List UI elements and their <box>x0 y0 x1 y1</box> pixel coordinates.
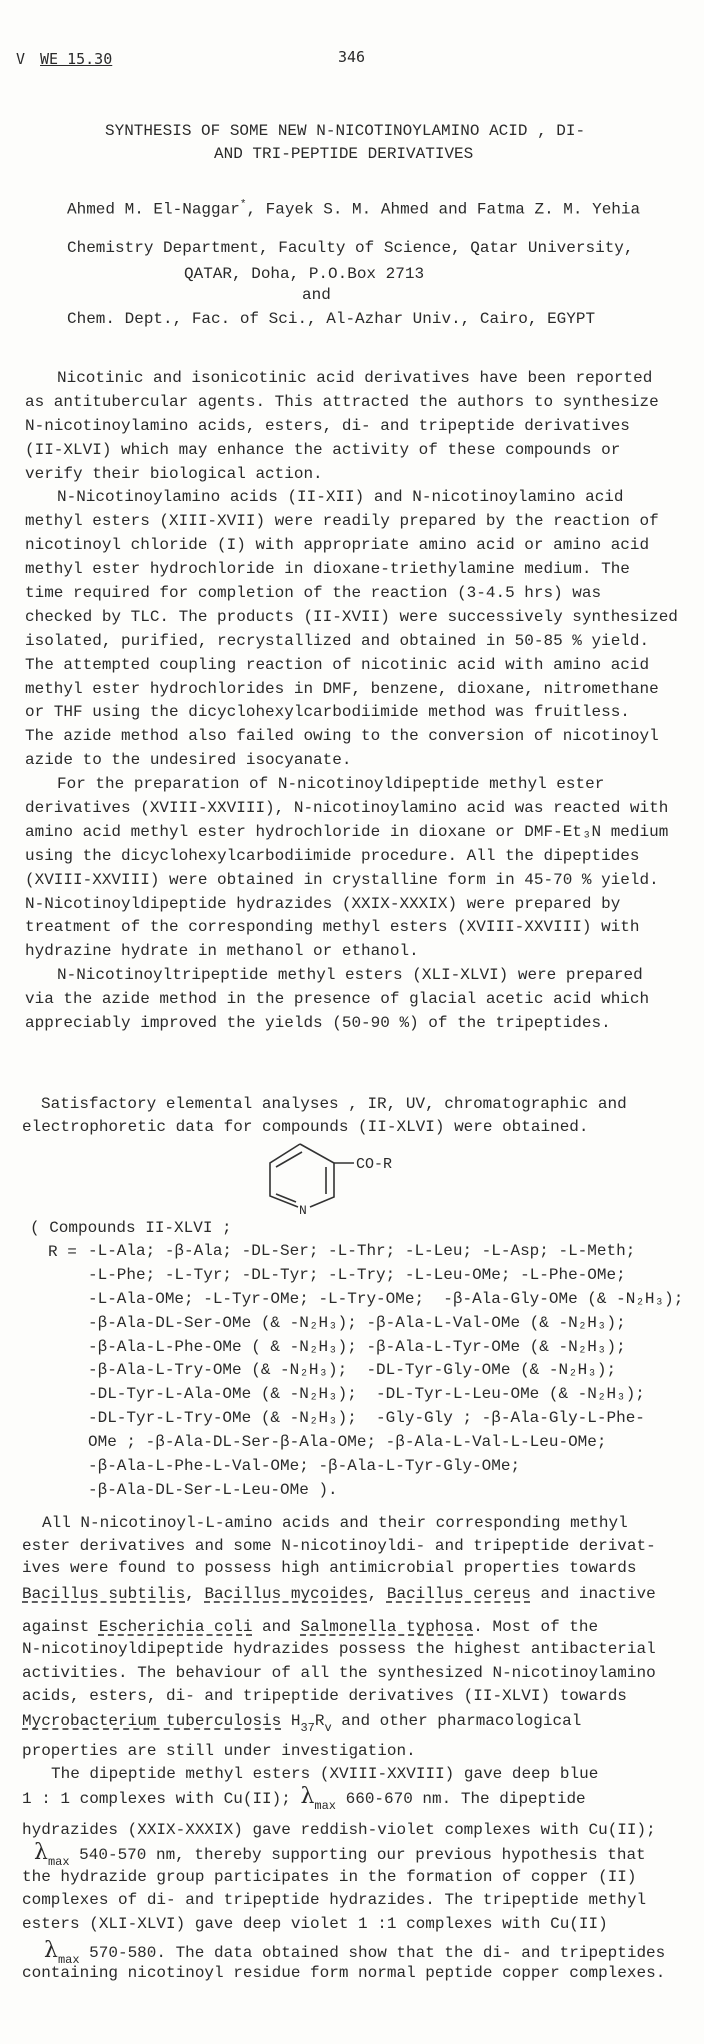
subscript: max <box>47 1855 70 1869</box>
text-line: checked by TLC. The products (II-XVII) were successively synthesized <box>25 607 678 626</box>
text-line: nicotinoyl chloride (I) with appropriate amino acid or amino acid <box>25 536 650 555</box>
text-line: the hydrazide group participates in the formation of copper (II) <box>22 1868 637 1886</box>
text-line: methyl ester hydrochlorides in DMF, benzene, dioxane, nitromethane <box>25 679 659 698</box>
text-line: hydrazides (XXIX-XXXIX) gave reddish-violet complexes with Cu(II); <box>22 1821 656 1839</box>
text-line <box>44 1938 666 1967</box>
text-line: The attempted coupling reaction of nicotinic acid with amino acid <box>25 655 650 674</box>
text-line: N-nicotinoyldipeptide hydrazides possess the highest antibacterial <box>22 1640 656 1658</box>
analyses-line-2: electrophoretic data for compounds (II-XLVI) were obtained. <box>22 1118 589 1136</box>
species-name: Mycrobacterium tuberculosis <box>22 1712 282 1730</box>
text-segment: H <box>281 1712 301 1730</box>
lambda-symbol: λ <box>44 1938 58 1963</box>
r-group-line: -L-Ala-OMe; -L-Tyr-OMe; -L-Try-OMe; -β-Ala-Gly-OMe (& -N₂H₃); <box>88 1289 684 1308</box>
text-line: derivatives (XVIII-XXVIII), N-nicotinoylamino acid was reacted with <box>25 799 669 818</box>
analyses-line-1: Satisfactory elemental analyses , IR, UV, chromatographic and <box>41 1095 627 1113</box>
text-line: via the azide method in the presence of glacial acetic acid which <box>25 990 650 1009</box>
compounds-heading: ( Compounds II-XLVI ; <box>30 1219 232 1237</box>
text-line: For the preparation of N-nicotinoyldipeptide methyl ester <box>57 775 605 794</box>
text-line: methyl esters (XIII-XVII) were readily prepared by the reaction of <box>25 512 659 531</box>
r-group-line: -L-Phe; -L-Tyr; -DL-Tyr; -L-Try; -L-Leu-OMe; -L-Phe-OMe; <box>88 1265 626 1284</box>
title-line-2: AND TRI-PEPTIDE DERIVATIVES <box>214 145 474 163</box>
text-segment: R <box>314 1712 325 1730</box>
ring-nitrogen: N <box>299 1203 307 1218</box>
corresponding-author-mark: * <box>239 199 247 211</box>
r-group-line: -L-Ala; -β-Ala; -DL-Ser; -L-Thr; -L-Leu; -L-Asp; -L-Meth; <box>88 1242 636 1260</box>
subscript: max <box>57 1953 80 1967</box>
double-bond <box>276 1152 302 1167</box>
text-line: ester derivatives and some N-nicotinoyldi- and tripeptide derivat- <box>22 1537 656 1555</box>
r-group-line: -β-Ala-L-Phe-L-Val-OMe; -β-Ala-L-Tyr-Gly-OMe; <box>88 1457 521 1476</box>
text-line: activities. The behaviour of all the synthesized N-nicotinoylamino <box>22 1664 656 1682</box>
catalog-code: WE 15.30 <box>40 50 113 68</box>
subscript: v <box>324 1721 332 1735</box>
margin-mark: V <box>16 50 26 68</box>
text-segment: , <box>185 1585 205 1603</box>
text-line <box>22 1709 581 1733</box>
text-line: hydrazine hydrate in methanol or ethanol. <box>25 942 419 961</box>
text-segment: 570-580. The data obtained show that the di- and tripeptides <box>79 1944 666 1962</box>
subscript: max <box>314 1799 337 1813</box>
species-name: Salmonella typhosa <box>300 1618 474 1636</box>
author-rest: , Fayek S. M. Ahmed and Fatma Z. M. Yehia <box>246 200 641 219</box>
lambda-symbol: λ <box>300 1784 315 1809</box>
text-line <box>22 1784 586 1813</box>
text-line: N-Nicotinoyltripeptide methyl esters (XLI-XLVI) were prepared <box>57 966 643 985</box>
subscript: 37 <box>300 1721 315 1735</box>
affiliation-line-1: Chemistry Department, Faculty of Science, Qatar University, <box>67 239 634 257</box>
title-line-1: SYNTHESIS OF SOME NEW N-NICOTINOYLAMINO ACID , DI- <box>105 122 586 140</box>
page-number: 346 <box>338 48 366 66</box>
text-segment: against <box>22 1618 99 1636</box>
text-line: appreciably improved the yields (50-90 %) of the tripeptides. <box>25 1014 611 1033</box>
text-line: N-Nicotinoylamino acids (II-XII) and N-nicotinoylamino acid <box>57 488 624 507</box>
text-line: methyl ester hydrochloride in dioxane-triethylamine medium. The <box>25 560 630 579</box>
text-line: complexes of di- and tripeptide hydrazides. The tripeptide methyl <box>22 1891 647 1909</box>
text-line: or THF using the dicyclohexylcarbodiimide method was fruitless. <box>25 703 630 722</box>
r-group-line: -β-Ala-L-Try-OMe (& -N₂H₃); -DL-Tyr-Gly-OMe (& -N₂H₃); <box>88 1361 617 1380</box>
text-line: ives were found to possess high antimicrobial properties towards <box>22 1559 637 1577</box>
r-group-line: OMe ; -β-Ala-DL-Ser-β-Ala-OMe; -β-Ala-L-Val-L-Leu-OMe; <box>88 1433 607 1452</box>
text-segment: and <box>252 1618 301 1636</box>
text-line: time required for completion of the reaction (3-4.5 hrs) was <box>25 584 602 603</box>
double-bond <box>276 1194 296 1202</box>
authors <box>67 193 640 217</box>
species-name: Bacillus subtilis <box>22 1585 186 1603</box>
ring-bond <box>300 1144 334 1207</box>
text-line: N-Nicotinoyldipeptide hydrazides (XXIX-XXXIX) were prepared by <box>25 894 621 913</box>
text-line: Nicotinic and isonicotinic acid derivatives have been reported <box>57 369 653 387</box>
text-line: esters (XLI-XLVI) gave deep violet 1 :1 complexes with Cu(II) <box>22 1915 608 1933</box>
r-group-line: -β-Ala-DL-Ser-L-Leu-OMe ). <box>88 1480 338 1499</box>
text-line: treatment of the corresponding methyl esters (XVIII-XXVIII) with <box>25 918 640 937</box>
affiliation-and: and <box>302 286 331 304</box>
r-prefix: R = <box>48 1243 77 1261</box>
r-group-line: -DL-Tyr-L-Ala-OMe (& -N₂H₃); -DL-Tyr-L-Leu-OMe (& -N₂H₃); <box>88 1385 645 1404</box>
text-line: properties are still under investigation. <box>22 1742 416 1760</box>
text-segment: . Most of the <box>473 1618 599 1636</box>
text-line: (II-XLVI) which may enhance the activity of these compounds or <box>25 440 621 459</box>
text-line: The azide method also failed owing to the conversion of nicotinoyl <box>25 727 659 746</box>
text-segment: and inactive <box>530 1585 656 1603</box>
text-segment: 540-570 nm, thereby supporting our previous hypothesis that <box>69 1846 646 1864</box>
text-line: N-nicotinoylamino acids, esters, di- and tripeptide derivatives <box>25 416 630 435</box>
substituent-label: CO-R <box>356 1156 393 1173</box>
text-line <box>22 1615 598 1639</box>
r-group-line: -β-Ala-L-Phe-OMe ( & -N₂H₃); -β-Ala-L-Tyr-OMe (& -N₂H₃); <box>88 1337 626 1356</box>
text-segment: 1 : 1 complexes with Cu(II); <box>22 1790 301 1808</box>
text-line: amino acid methyl ester hydrochloride in dioxane or DMF-Et₃N medium <box>25 822 669 841</box>
intro-text <box>25 367 678 1036</box>
text-line: isolated, purified, recrystallized and obtained in 50-85 % yield. <box>25 631 650 650</box>
text-segment: 660-670 nm. The dipeptide <box>336 1790 586 1808</box>
text-line: acids, esters, di- and tripeptide derivatives (II-XLVI) towards <box>22 1687 627 1705</box>
r-group-line: -DL-Tyr-L-Try-OMe (& -N₂H₃); -Gly-Gly ; -β-Ala-Gly-L-Phe- <box>88 1409 645 1428</box>
author-first: Ahmed M. El-Naggar <box>67 200 240 219</box>
text-line: All N-nicotinoyl-L-amino acids and their corresponding methyl <box>42 1514 628 1532</box>
text-line: using the dicyclohexylcarbodiimide procedure. All the dipeptides <box>25 846 640 865</box>
r-group-line: -β-Ala-DL-Ser-OMe (& -N₂H₃); -β-Ala-L-Val-OMe (& -N₂H₃); <box>88 1313 626 1332</box>
text-line: as antitubercular agents. This attracted the authors to synthesize <box>25 392 659 411</box>
pyridine-structure <box>260 1138 410 1218</box>
text-line: verify their biological action. <box>25 464 323 483</box>
species-name: Bacillus cereus <box>386 1585 531 1603</box>
text-line: The dipeptide methyl esters (XVIII-XXVIII) gave deep blue <box>51 1765 599 1783</box>
lambda-symbol: λ <box>34 1840 48 1865</box>
text-line <box>22 1582 656 1606</box>
text-line <box>34 1840 646 1869</box>
text-line: containing nicotinoyl residue form normal peptide copper complexes. <box>22 1964 666 1982</box>
r-group-list <box>88 1240 683 1503</box>
text-line: (XVIII-XXVIII) were obtained in crystalline form in 45-70 % yield. <box>25 870 659 889</box>
text-line: azide to the undesired isocyanate. <box>25 751 352 770</box>
affiliation-line-2: QATAR, Doha, P.O.Box 2713 <box>184 265 425 283</box>
text-segment: , <box>367 1585 387 1603</box>
text-segment: and other pharmacological <box>331 1712 582 1730</box>
species-name: Bacillus mycoides <box>204 1585 368 1603</box>
affiliation-line-3: Chem. Dept., Fac. of Sci., Al-Azhar Univ., Cairo, EGYPT <box>67 310 596 328</box>
species-name: Escherichia coli <box>98 1618 253 1636</box>
